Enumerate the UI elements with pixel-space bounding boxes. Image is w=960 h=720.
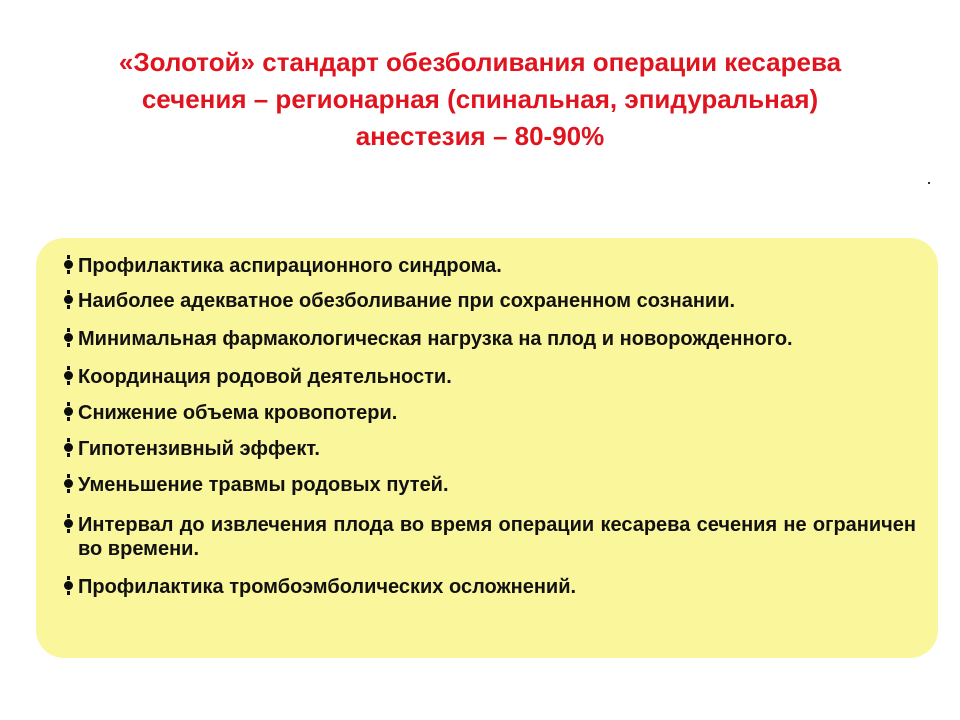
title-line-2: сечения – регионарная (спинальная, эпидуральная) <box>141 84 819 114</box>
bullet-icon <box>64 479 73 488</box>
bullet-icon <box>64 519 73 528</box>
bullet-icon <box>64 443 73 452</box>
list-item-text: Наиболее адекватное обезболивание при сохраненном сознании. <box>78 290 736 312</box>
list-item-text: Гипотензивный эффект. <box>78 438 320 460</box>
list-item-text: Минимальная фармакологическая нагрузка на плод и новорожденного. <box>78 328 793 350</box>
bullet-icon <box>64 371 73 380</box>
list-item <box>60 437 916 461</box>
list-item <box>60 575 916 599</box>
slide-title <box>30 44 930 155</box>
title-line-1: «Золотой» стандарт обезболивания операции кесарева <box>118 47 842 77</box>
list-item <box>60 513 916 561</box>
list-item <box>60 254 916 278</box>
list-item-text: Профилактика тромбоэмболических осложнений. <box>78 576 577 598</box>
list-item-text: Координация родовой деятельности. <box>78 366 452 388</box>
bullet-icon <box>64 295 73 304</box>
list-item <box>60 289 916 313</box>
bullet-icon <box>64 333 73 342</box>
bullet-icon <box>64 581 73 590</box>
bullet-list <box>60 248 916 599</box>
list-item <box>60 473 916 497</box>
list-item-text: Снижение объема кровопотери. <box>78 402 398 424</box>
list-item-text: Профилактика аспирационного синдрома. <box>78 255 502 277</box>
bullet-icon <box>64 260 73 269</box>
bullet-icon <box>64 407 73 416</box>
list-item <box>60 401 916 425</box>
decorative-dot <box>928 182 930 184</box>
list-item-text: Интервал до извлечения плода во время операции кесарева сечения не ограничен во времени. <box>78 514 916 560</box>
list-item <box>60 327 916 351</box>
list-item-text: Уменьшение травмы родовых путей. <box>78 474 449 496</box>
list-item <box>60 365 916 389</box>
title-line-3: анестезия – 80-90% <box>355 121 605 151</box>
